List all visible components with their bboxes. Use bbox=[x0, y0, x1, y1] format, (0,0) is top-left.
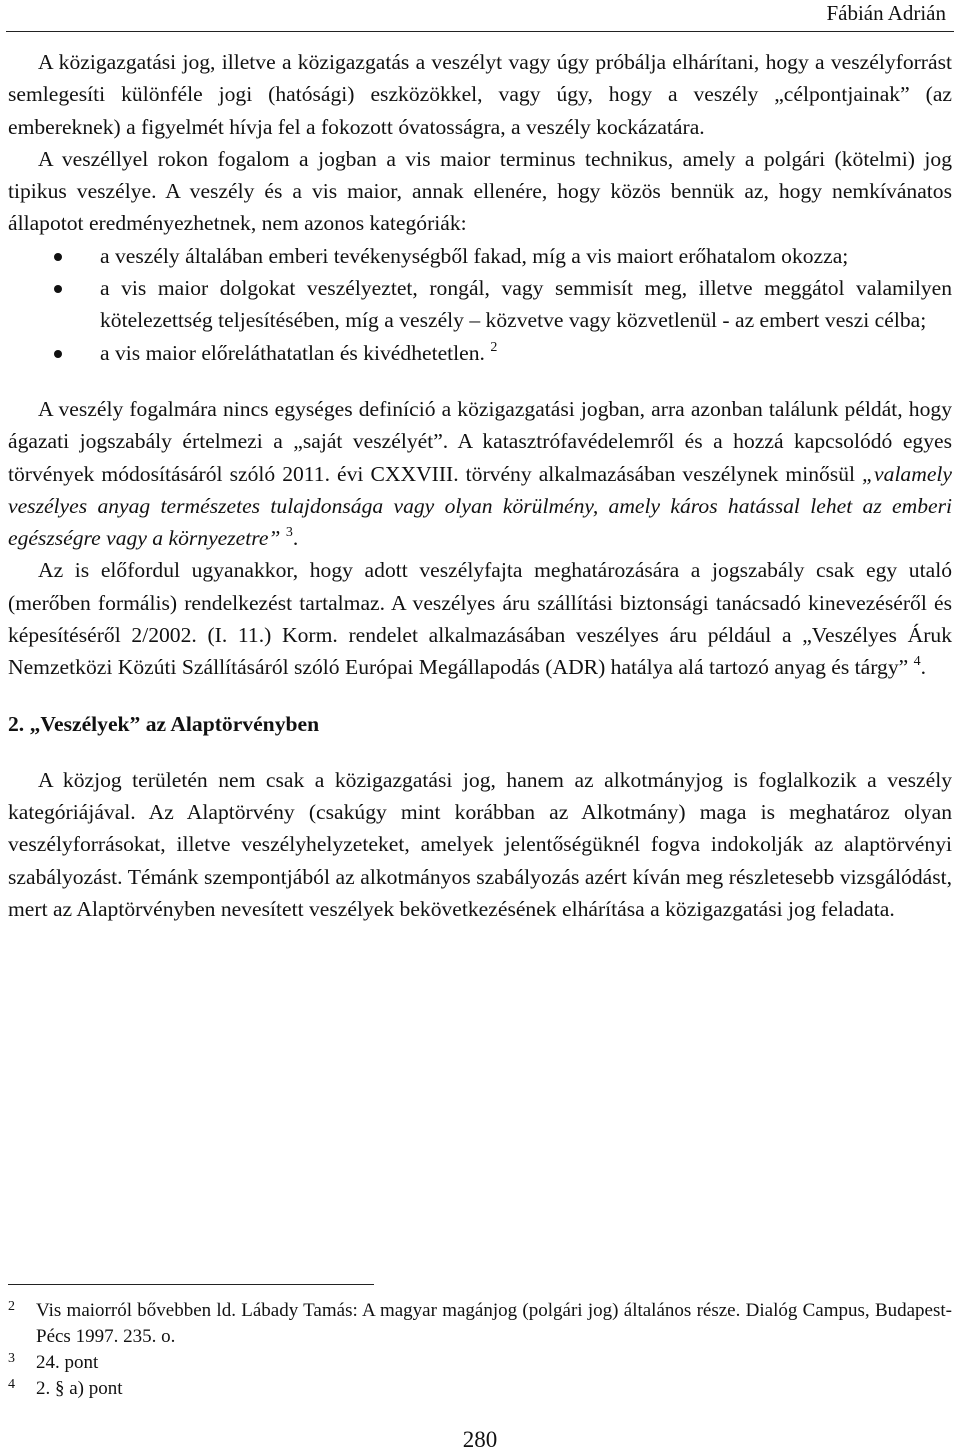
main-text bbox=[8, 46, 952, 925]
paragraph-reference-rule bbox=[8, 554, 952, 683]
list-item-text: a vis maior előreláthatatlan és kivédhetetlen. bbox=[100, 340, 485, 365]
bullet-icon bbox=[54, 253, 62, 261]
paragraph-constitution: A közjog területén nem csak a közigazgatási jog, hanem az alkotmányjog is foglalkozik a veszély kategóriájával. Az Alaptörvény (csakúgy mint korábban az Alkotmány) maga is meghatároz olyan veszélyforrásokat, illetve veszélyhelyzeteket, amelyek jelentőségüknél fogva indokolják az alaptörvényi szabályozást. Témánk szempontjából az alkotmányos szabályozás azért kíván meg részletesebb vizsgálódást, mert az Alaptörvényben nevesített veszélyek bekövetkezésének elhárítása a közigazgatási jog feladata. bbox=[8, 767, 952, 921]
paragraph-text: A veszély fogalmára nincs egységes definíció a közigazgatási jogban, arra azonban találunk példát, hogy ágazati jogszabály értelmezi a „saját veszélyét”. A katasztrófavédelemről és a hozzá kapcsolódó egyes törvények módosításáról szóló 2011. évi CXXVIII. törvény alkalmazásában veszélynek minősül bbox=[8, 396, 952, 486]
list-item-text: a veszély általában emberi tevékenységből fakad, míg a vis maiort erőhatalom okozza; bbox=[100, 243, 849, 268]
paragraph-end: . bbox=[920, 655, 927, 680]
footnotes bbox=[8, 1298, 952, 1402]
footnote-ref[interactable]: 3 bbox=[285, 525, 293, 541]
footnote bbox=[8, 1298, 952, 1350]
footnote-text: 2. § a) pont bbox=[36, 1378, 123, 1399]
footnote-ref[interactable]: 4 bbox=[913, 654, 921, 670]
quoted-definition: „valamely veszélyes anyag természetes tulajdonsága vagy olyan körülmény, amely káros hatással lehet az emberi egészségre vagy a környezetre” bbox=[8, 461, 952, 551]
footnote bbox=[8, 1376, 952, 1402]
bullet-icon bbox=[54, 350, 62, 358]
footnote-number: 2 bbox=[8, 1299, 15, 1314]
paragraph-text: Az is előfordul ugyanakkor, hogy adott veszélyfajta meghatározására a jogszabály csak egy utaló (merőben formális) rendelkezést tartalmaz. A veszélyes áru szállítási biztonsági tanácsadó kinevezéséről és képesítéséről 2/2002. (I. 11.) Korm. rendelet alkalmazásában veszélyes áru például a „Veszélyes Áruk Nemzetközi Közúti Szállításáról szóló Európai Megállapodás (ADR) hatálya alá tartozó anyag és tárgy” bbox=[8, 558, 952, 680]
header-divider bbox=[6, 31, 954, 32]
footnote-number: 3 bbox=[8, 1351, 15, 1366]
paragraph-end: . bbox=[292, 526, 299, 551]
footnote-divider bbox=[8, 1284, 374, 1285]
paragraph-intro: A közigazgatási jog, illetve a közigazgatás a veszélyt vagy úgy próbálja elhárítani, hogy a veszélyforrást semlegesíti különféle jogi (hatósági) eszközökkel, vagy úgy, hogy a veszély „célpontjainak” (az embereknek) a figyelmét hívja fel a fokozott óvatosságra, a veszély kockázatára. bbox=[8, 50, 952, 139]
page-number: 280 bbox=[462, 1427, 498, 1452]
list-item bbox=[8, 240, 952, 272]
list-item bbox=[8, 272, 952, 337]
paragraph-vis-maior: A veszéllyel rokon fogalom a jogban a vis maior terminus technikus, amely a polgári (kötelmi) jog tipikus veszélye. A veszély és a vis maior, annak ellenére, hogy közös bennük az, hogy nemkívánatos állapotot eredményezhetnek, nem azonos kategóriák: bbox=[8, 146, 952, 236]
list-item bbox=[8, 337, 952, 369]
paragraph-definition bbox=[8, 393, 952, 554]
footnote-ref[interactable]: 2 bbox=[490, 339, 498, 355]
bullet-icon bbox=[54, 285, 62, 293]
section-heading: 2. „Veszélyek” az Alaptörvényben bbox=[8, 711, 320, 736]
footnote bbox=[8, 1350, 952, 1376]
comparison-list bbox=[8, 240, 952, 369]
running-header-author: Fábián Adrián bbox=[826, 1, 946, 25]
footnote-text: Vis maiorról bővebben ld. Lábady Tamás: A magyar magánjog (polgári jog) általános része. Dialóg Campus, Budapest-Pécs 1997. 235. o. bbox=[36, 1300, 952, 1347]
list-item-text: a vis maior dolgokat veszélyeztet, rongál, vagy semmisít meg, illetve meggátol valamilyen kötelezettség teljesítésében, míg a veszély – közvetve vagy közvetlenül - az embert veszi célba; bbox=[100, 276, 952, 333]
footnote-number: 4 bbox=[8, 1377, 15, 1392]
footnote-text: 24. pont bbox=[36, 1352, 99, 1373]
